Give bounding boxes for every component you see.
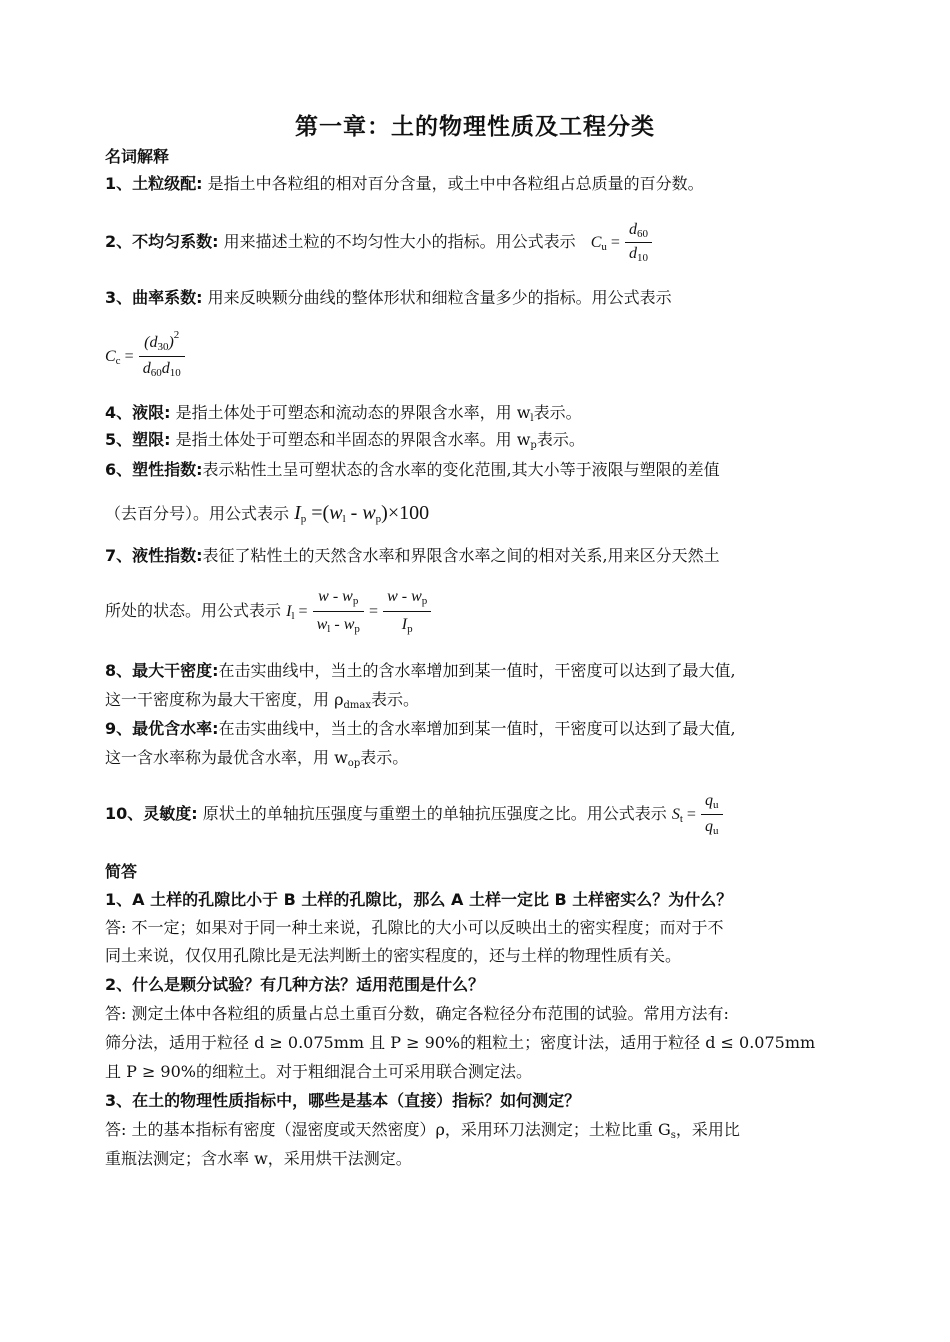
term-label: 4、液限:	[105, 403, 171, 422]
term-label: 3、曲率系数:	[105, 288, 203, 307]
formula-st: St =	[671, 806, 696, 825]
answer-2-line-2: 筛分法，适用于粒径 d ≥ 0.075mm 且 P ≥ 90%的粗粒土；密度计法，适用于粒径 d ≤ 0.075mm	[105, 1033, 816, 1052]
term-8-cont: 这一干密度称为最大干密度，用 ρdmax表示。	[105, 690, 420, 711]
term-4: 4、液限: 是指土体处于可塑态和流动态的界限含水率，用 wl表示。	[105, 403, 582, 424]
term-10: 10、灵敏度: 原状土的单轴抗压强度与重塑土的单轴抗压强度之比。用公式表示 St = $\frac{qu}{qu}$	[105, 790, 865, 842]
question-3: 3、在土的物理性质指标中，哪些是基本（直接）指标？如何测定？	[105, 1091, 581, 1110]
answer-2-line-1: 答: 测定土体中各粒组的质量占总土重百分数，确定各粒径分布范围的试验。常用方法有:	[105, 1004, 729, 1023]
term-label: 9、最优含水率:	[105, 719, 219, 738]
answer-1-line-2: 同土来说，仅仅用孔隙比是无法判断土的密实程度的，还与土样的物理性质有关。	[105, 946, 682, 965]
term-9: 9、最优含水率:在击实曲线中，当土的含水率增加到某一值时，干密度可以达到了最大值,	[105, 719, 736, 738]
term-label: 8、最大干密度:	[105, 661, 219, 680]
term-3	[105, 287, 865, 309]
term-label: 6、塑性指数:	[105, 460, 203, 479]
chapter-title: 第一章：土的物理性质及工程分类	[295, 114, 655, 140]
answer-2-line-3: 且 P ≥ 90%的细粒土。对于粗细混合土可采用联合测定法。	[105, 1062, 532, 1081]
term-label: 1、土粒级配:	[105, 174, 203, 193]
formula-cc: Cc = $\frac{(d30)^2}{d60d10}$	[105, 331, 865, 387]
term-1	[105, 173, 865, 195]
term-text: 是指土中各粒组的相对百分含量，或土中中各粒组占总质量的百分数。	[202, 174, 704, 193]
formula-il-fraction-1: $\frac{w - wp}{wl - wp}$	[313, 586, 364, 637]
term-label: 2、不均匀系数:	[105, 232, 219, 251]
term-2	[105, 218, 865, 266]
formula-st-fraction: $\frac{qu}{qu}$	[701, 791, 723, 838]
term-label: 7、液性指数:	[105, 546, 203, 565]
answer-3-line-1: 答: 土的基本指标有密度（湿密度或天然密度）ρ，采用环刀法测定；土粒比重 Gs，采用比	[105, 1120, 740, 1141]
term-5: 5、塑限: 是指土体处于可塑态和半固态的界限含水率。用 wp表示。	[105, 430, 585, 451]
term-text: 用来反映颗分曲线的整体形状和细粒含量多少的指标。用公式表示	[202, 288, 672, 307]
section-heading-terms: 名词解释	[105, 147, 170, 166]
term-7: 7、液性指数:表征了粘性土的天然含水率和界限含水率之间的相对关系,用来区分天然土	[105, 546, 720, 565]
formula-cu: Cu =	[590, 234, 620, 253]
term-6-formula-line: （去百分号）。用公式表示 Ip =(wl - wp)×100	[105, 502, 430, 525]
formula-cu-fraction: $\frac{d60}{d10}$	[625, 221, 652, 264]
term-8: 8、最大干密度:在击实曲线中，当土的含水率增加到某一值时，干密度可以达到了最大值,	[105, 661, 736, 680]
term-label: 10、灵敏度:	[105, 804, 198, 823]
question-2: 2、什么是颗分试验？有几种方法？适用范围是什么？	[105, 975, 485, 994]
term-7-formula-line: 所处的状态。用公式表示 Il = $\frac{w - wp}{wl - wp}$ = $\frac{w - wp}{Ip}$	[105, 583, 865, 643]
formula-il: Il =	[286, 603, 308, 622]
section-heading-qa: 简答	[105, 862, 138, 881]
term-6: 6、塑性指数:表示粘性土呈可塑状态的含水率的变化范围,其大小等于液限与塑限的差值	[105, 460, 720, 479]
term-9-cont: 这一含水率称为最优含水率，用 wop表示。	[105, 748, 409, 769]
answer-1-line-1: 答: 不一定；如果对于同一种土来说，孔隙比的大小可以反映出土的密实程度；而对于不	[105, 918, 724, 937]
question-1: 1、A 土样的孔隙比小于 B 土样的孔隙比，那么 A 土样一定比 B 土样密实么？为什么？	[105, 890, 733, 909]
term-label: 5、塑限:	[105, 430, 171, 449]
term-text: 用来描述土粒的不均匀性大小的指标。用公式表示	[218, 232, 576, 251]
formula-ip: Ip =(wl - wp)×100	[294, 502, 430, 525]
formula-cc-fraction: $\frac{(d30)^2}{d60d10}$	[139, 333, 185, 380]
answer-3-line-2: 重瓶法测定；含水率 w，采用烘干法测定。	[105, 1149, 412, 1168]
formula-il-fraction-2: $\frac{w - wp}{Ip}$	[383, 586, 431, 637]
